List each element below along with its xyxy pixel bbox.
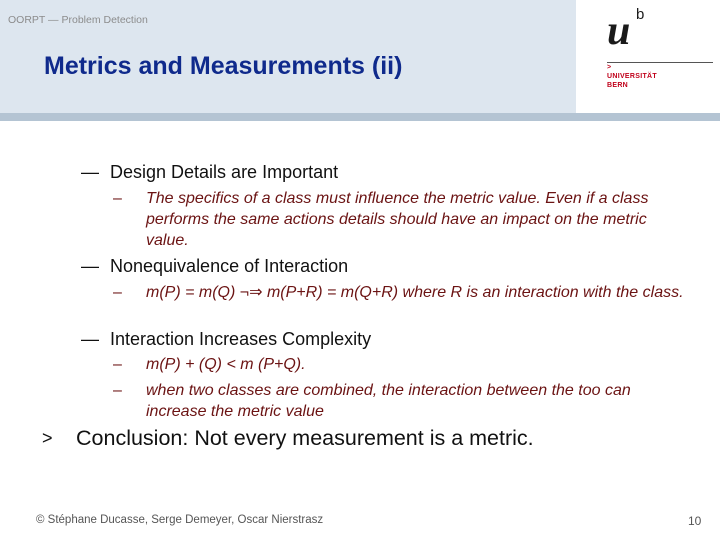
sub-bullet-marker: – xyxy=(113,382,122,399)
logo-line-2: BERN xyxy=(607,82,629,89)
sub-bullet-marker: – xyxy=(113,284,122,301)
logo-u-mark: u xyxy=(607,8,631,54)
conclusion-text: Conclusion: Not every measurement is a metric. xyxy=(76,426,534,450)
bullet-text: Design Details are Important xyxy=(110,162,339,182)
page-number: 10 xyxy=(688,514,702,528)
sub-bullet-marker: – xyxy=(113,356,122,373)
bullet-marker: — xyxy=(81,329,99,349)
chevron-right-icon: > xyxy=(42,428,53,448)
logo-line-1: UNIVERSITÄT xyxy=(607,73,657,80)
logo-chevron-icon: > xyxy=(607,64,612,71)
bullet-text: Interaction Increases Complexity xyxy=(110,329,372,349)
logo-b-mark: b xyxy=(636,6,645,23)
sub-bullet-text: The specifics of a class must influence the metric value. Even if a class performs the same actions details should have an impact on the metric value. xyxy=(146,190,649,249)
sub-bullet-text: m(P) + (Q) < m (P+Q). xyxy=(146,356,306,373)
sub-bullet-text: m(P) = m(Q) ¬⇒ m(P+R) = m(Q+R) where R is an interaction with the class. xyxy=(146,284,684,301)
slide-title: Metrics and Measurements (ii) xyxy=(44,52,403,80)
sub-bullet-text: when two classes are combined, the interaction between the too can increase the metric value xyxy=(146,382,631,420)
course-label: OORPT — Problem Detection xyxy=(8,14,148,26)
bullet-marker: — xyxy=(81,256,99,276)
bullet-text: Nonequivalence of Interaction xyxy=(110,256,349,276)
bullet-marker: — xyxy=(81,162,99,182)
footer-credit: © Stéphane Ducasse, Serge Demeyer, Oscar Nierstrasz xyxy=(36,514,324,526)
sub-bullet-marker: – xyxy=(113,190,122,207)
